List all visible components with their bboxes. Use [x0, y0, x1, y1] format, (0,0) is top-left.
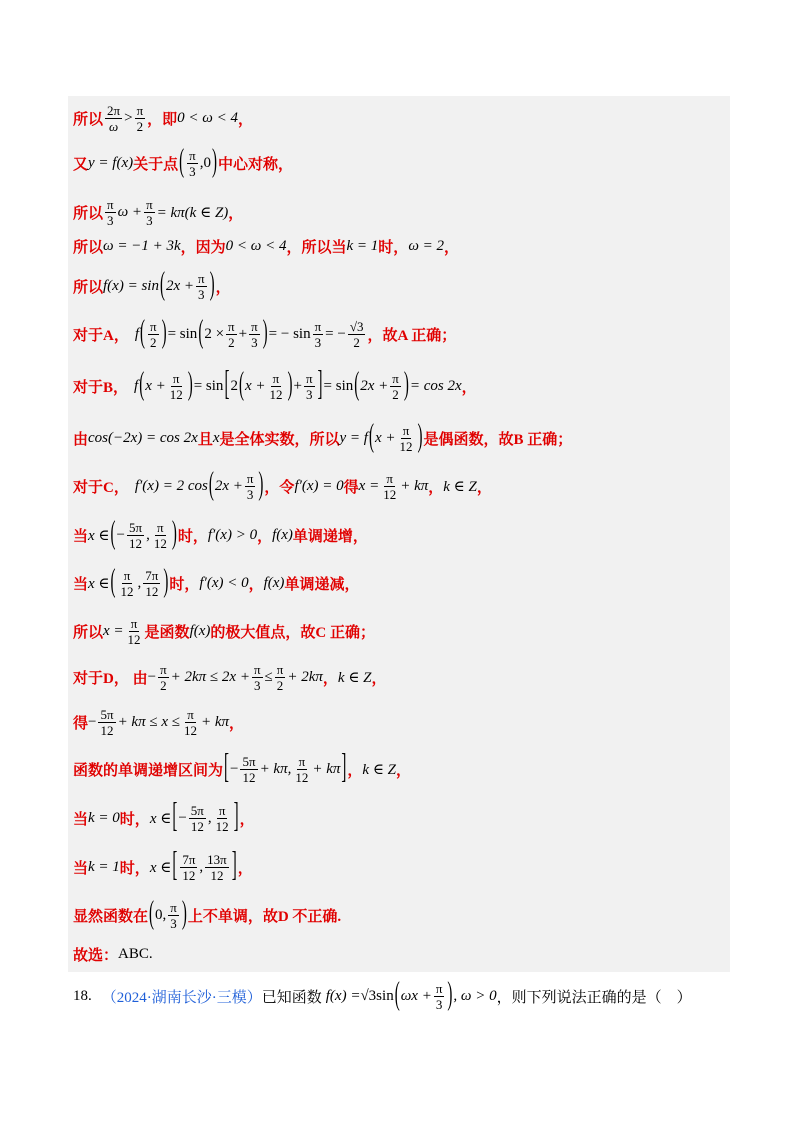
math: y = f — [339, 429, 368, 446]
text: 时， — [119, 811, 150, 828]
math: > — [124, 109, 133, 126]
text: 所以 — [73, 111, 104, 128]
math: f(x) — [272, 526, 293, 543]
bracket-right: ] — [231, 847, 237, 885]
math: x — [212, 429, 220, 446]
math: cos(−2x) = cos 2x — [88, 429, 198, 446]
fraction — [168, 900, 179, 931]
numerator: π — [136, 102, 144, 118]
paren-left: ( — [149, 896, 155, 932]
paren-right: ) — [181, 896, 187, 932]
math: + — [238, 325, 248, 342]
math: 0, — [155, 906, 167, 923]
denominator: 3 — [314, 334, 322, 350]
bracket-left: [ — [172, 847, 178, 885]
denominator: 3 — [246, 486, 254, 502]
paren-left: ( — [368, 419, 374, 455]
math: k ∈ Z — [362, 761, 397, 778]
fraction — [187, 148, 198, 179]
math: , — [146, 526, 150, 543]
text: 显然函数在 — [73, 908, 149, 925]
math: + kπ ≤ x ≤ — [117, 713, 180, 730]
paren-right: ) — [161, 315, 167, 351]
math: + kπ, — [259, 760, 292, 777]
denominator: 12 — [242, 769, 256, 785]
denominator: 2 — [136, 118, 144, 134]
text: ，故A 正确； — [367, 327, 457, 344]
text: 关于点 — [133, 156, 179, 173]
fraction — [168, 371, 185, 402]
math: f(x) — [189, 622, 211, 639]
math: x + — [244, 377, 266, 394]
text: ， — [257, 528, 273, 545]
numerator: π — [130, 615, 138, 631]
math: x ∈ — [149, 859, 172, 876]
denominator: 12 — [210, 867, 224, 883]
denominator: 12 — [190, 818, 204, 834]
solution-line-2 — [73, 143, 293, 183]
paren-right: ) — [187, 367, 193, 403]
paren-left: ( — [179, 144, 185, 180]
denominator: 12 — [295, 769, 309, 785]
denominator: 12 — [182, 867, 196, 883]
paren-right: ) — [403, 367, 409, 403]
math: f — [134, 377, 139, 394]
denominator: 3 — [253, 677, 261, 693]
paren-right: ) — [171, 516, 177, 552]
math: k ∈ Z — [443, 478, 477, 495]
fraction — [313, 319, 324, 350]
numerator: 5π — [100, 706, 114, 722]
fraction — [205, 852, 229, 883]
numerator: π — [170, 899, 177, 915]
solution-line-4 — [73, 226, 459, 266]
numerator: π — [305, 370, 313, 386]
math: 2x + — [360, 377, 389, 394]
math: + 2kπ — [287, 668, 323, 685]
math: x + — [145, 377, 166, 394]
text: ，所以当 — [286, 239, 347, 256]
text: 时， — [119, 860, 150, 877]
numerator: 2π — [107, 102, 121, 118]
denominator: 12 — [100, 722, 114, 738]
numerator: π — [276, 661, 284, 677]
fraction — [148, 319, 159, 350]
text: 得 — [73, 715, 89, 732]
math: 2 — [230, 377, 238, 394]
math: = cos 2x — [409, 377, 462, 394]
solution-line-16 — [73, 798, 255, 838]
paren-left: ( — [139, 367, 145, 403]
math: = sin — [193, 377, 224, 394]
math: f′(x) > 0 — [207, 526, 258, 543]
text: 所以 — [73, 239, 104, 256]
math: k = 1 — [346, 237, 379, 254]
fraction — [98, 707, 115, 738]
solution-line-5 — [73, 266, 231, 306]
bracket-left: [ — [172, 798, 178, 836]
math: ω = −1 + 3k — [103, 237, 181, 254]
text: ，即 — [147, 111, 178, 128]
denominator: 3 — [146, 212, 153, 228]
numerator: π — [246, 470, 254, 486]
math: √3sin — [360, 987, 394, 1004]
denominator: 12 — [183, 722, 197, 738]
numerator: 5π — [242, 753, 256, 769]
text: ， — [444, 239, 460, 256]
math: x ∈ — [88, 575, 110, 592]
math: ω = 2 — [408, 237, 445, 254]
text: . — [148, 945, 153, 962]
denominator: 12 — [269, 386, 283, 402]
math: 2x + — [214, 477, 243, 494]
fraction — [105, 103, 122, 134]
numerator: π — [189, 147, 196, 163]
fraction — [304, 371, 315, 402]
fraction — [126, 616, 143, 647]
math: k = 1 — [88, 858, 120, 875]
numerator: π — [157, 519, 164, 535]
math: = kπ(k ∈ Z) — [156, 204, 229, 221]
fraction — [127, 520, 144, 551]
numerator: 7π — [145, 567, 159, 583]
fraction — [144, 197, 155, 228]
math: f(x) = sin — [103, 277, 159, 294]
text: 所以 — [73, 279, 104, 296]
numerator: π — [402, 422, 410, 438]
paren-right: ) — [447, 977, 453, 1013]
solution-line-13 — [73, 657, 387, 697]
paren-left: ( — [354, 367, 360, 403]
numerator: 5π — [190, 802, 204, 818]
math: f′(x) < 0 — [199, 574, 249, 591]
denominator: 3 — [198, 286, 205, 302]
solution-line-8 — [73, 418, 572, 458]
math: + kπ — [312, 760, 341, 777]
math: + kπ — [200, 713, 230, 730]
math: , — [199, 858, 204, 875]
text: ，令 — [264, 479, 295, 496]
numerator: π — [172, 370, 180, 386]
numerator: 13π — [207, 851, 227, 867]
text: 由 — [73, 431, 89, 448]
fraction — [105, 197, 116, 228]
paren-right: ) — [417, 419, 423, 455]
fraction — [390, 371, 401, 402]
text: 时， — [169, 576, 200, 593]
solution-line-10 — [73, 515, 368, 555]
text: 当 — [73, 811, 89, 828]
text: ， — [229, 715, 245, 732]
numerator: 7π — [182, 851, 196, 867]
paren-right: ) — [258, 467, 264, 503]
text: 又 — [73, 156, 89, 173]
fraction — [152, 520, 169, 551]
denominator: 12 — [129, 535, 143, 551]
text: 上不单调，故D 不正确. — [187, 908, 342, 925]
text: 当 — [73, 860, 89, 877]
bracket-right: ] — [341, 749, 347, 787]
denominator: 3 — [189, 163, 196, 179]
fraction — [245, 471, 256, 502]
denominator: 12 — [153, 535, 167, 551]
text: ， — [347, 762, 363, 779]
math: = sin — [323, 377, 354, 394]
solution-line-12 — [73, 611, 375, 651]
numerator: π — [251, 318, 258, 334]
text: 对于B， — [73, 379, 129, 396]
math: − — [230, 760, 239, 777]
fraction — [249, 319, 260, 350]
text: 的极大值点，故C 正确； — [210, 624, 375, 641]
text: 单调递增， — [292, 528, 368, 545]
solution-line-9 — [73, 466, 492, 506]
fraction — [293, 754, 310, 785]
text: 对于A， — [73, 327, 129, 344]
text: 所以 — [73, 205, 104, 222]
numerator: π — [392, 370, 399, 386]
numerator: π — [107, 196, 114, 212]
text: ， — [228, 205, 244, 222]
paren-left: ( — [394, 977, 400, 1013]
text: ， — [461, 379, 477, 396]
math: = − — [325, 325, 346, 342]
text: 中心对称， — [217, 156, 293, 173]
math: f(x) — [263, 574, 285, 591]
text: 已知函数 — [261, 989, 322, 1006]
math: , — [207, 809, 212, 826]
text: 所以 — [73, 624, 104, 641]
question-number: 18. — [73, 987, 92, 1004]
denominator: 2 — [392, 386, 399, 402]
fraction — [240, 754, 257, 785]
text: 是全体实数，所以 — [219, 431, 340, 448]
fraction — [252, 662, 263, 693]
solution-line-1 — [73, 98, 253, 138]
paren-left: ( — [110, 516, 116, 552]
text: ， — [428, 479, 444, 496]
math: 2x + — [165, 277, 194, 294]
numerator: 5π — [129, 519, 143, 535]
fraction — [135, 103, 146, 134]
bracket-left: [ — [224, 366, 230, 404]
denominator: 12 — [127, 631, 141, 647]
math: x + — [374, 429, 396, 446]
math: f′(x) = 2 cos — [134, 477, 208, 494]
solution-line-11 — [73, 563, 359, 603]
denominator: 12 — [215, 818, 229, 834]
numerator: π — [123, 567, 131, 583]
text: 对于C， — [73, 479, 129, 496]
text: 是偶函数，故B 正确； — [423, 431, 573, 448]
numerator: π — [435, 980, 443, 996]
solution-line-7 — [73, 366, 477, 406]
fraction — [196, 271, 207, 302]
math: = − sin — [268, 325, 311, 342]
text: 时， — [177, 528, 208, 545]
numerator: π — [314, 318, 322, 334]
paren-right: ) — [209, 267, 215, 303]
text: 对于D， 由 — [73, 670, 148, 687]
math: 0 < ω < 4 — [177, 109, 238, 126]
solution-line-18 — [73, 895, 341, 935]
numerator: π — [150, 318, 157, 334]
text: ，则下列说法正确的是（ ） — [496, 989, 692, 1006]
math: − — [147, 668, 157, 685]
math: ABC — [118, 945, 149, 962]
text: 单调递减， — [284, 576, 360, 593]
math: − — [88, 713, 97, 730]
text: 得 — [343, 479, 359, 496]
fraction — [182, 707, 199, 738]
text: 函数的单调递增区间为 — [73, 762, 224, 779]
solution-answer — [73, 934, 153, 974]
fraction — [275, 662, 286, 693]
text: ， — [239, 811, 255, 828]
math: f′(x) = 0 — [294, 477, 344, 494]
math: x ∈ — [88, 527, 110, 544]
denominator: ω — [108, 118, 119, 134]
math: ,0 — [199, 154, 211, 171]
math: , ω > 0 — [453, 987, 497, 1004]
numerator: π — [298, 753, 306, 769]
fraction — [214, 803, 231, 834]
fraction — [189, 803, 206, 834]
denominator: 3 — [170, 915, 177, 931]
fraction — [398, 423, 415, 454]
math: y = f(x) — [88, 154, 134, 171]
bracket-right: ] — [233, 798, 239, 836]
math: , — [137, 574, 142, 591]
text: ，因为 — [180, 239, 226, 256]
text: 故选： — [73, 947, 119, 964]
fraction — [381, 471, 398, 502]
text: 且 — [197, 431, 213, 448]
denominator: 2 — [228, 334, 235, 350]
paren-right: ) — [163, 564, 169, 600]
fraction — [226, 319, 237, 350]
text: ， — [238, 111, 254, 128]
text: ， — [396, 762, 412, 779]
math: 0 < ω < 4 — [225, 237, 287, 254]
question-source: （2024·湖南长沙·三模） — [101, 989, 262, 1006]
math: + kπ — [400, 477, 429, 494]
bracket-right: ] — [317, 366, 323, 404]
text: ， — [322, 670, 338, 687]
fraction — [267, 371, 284, 402]
math: x = — [358, 477, 380, 494]
paren-right: ) — [287, 367, 293, 403]
math: x = — [103, 622, 124, 639]
numerator: π — [218, 802, 226, 818]
paren-left: ( — [198, 315, 204, 351]
math: − — [178, 809, 187, 826]
numerator: π — [198, 270, 205, 286]
math: f(x) = — [325, 987, 361, 1004]
numerator: π — [228, 318, 235, 334]
numerator: π — [272, 370, 280, 386]
paren-left: ( — [110, 564, 116, 600]
paren-right: ) — [211, 144, 217, 180]
solution-line-14 — [73, 702, 244, 742]
denominator: 12 — [120, 583, 134, 599]
denominator: 3 — [251, 334, 258, 350]
denominator: 12 — [145, 583, 159, 599]
fraction — [180, 852, 197, 883]
math: x ∈ — [149, 810, 172, 827]
math: − — [116, 526, 125, 543]
solution-line-17 — [73, 847, 253, 887]
paren-right: ) — [262, 315, 268, 351]
math: ω + — [117, 203, 143, 220]
math: ωx + — [400, 987, 432, 1004]
math: + — [293, 377, 302, 394]
text: ， — [476, 479, 492, 496]
solution-line-6 — [73, 314, 456, 354]
paren-left: ( — [208, 467, 214, 503]
denominator: 3 — [107, 212, 114, 228]
numerator: π — [386, 470, 393, 486]
denominator: 12 — [399, 438, 413, 454]
fraction — [348, 319, 366, 350]
math: k = 0 — [88, 809, 120, 826]
solution-line-15 — [73, 749, 411, 789]
question-18 — [73, 976, 692, 1016]
math: ≤ — [264, 668, 273, 685]
fraction — [434, 981, 445, 1012]
text: ， — [215, 279, 231, 296]
numerator: π — [160, 661, 167, 677]
math: f — [134, 325, 140, 342]
text: 当 — [73, 528, 89, 545]
math: + 2kπ ≤ 2x + — [170, 668, 250, 685]
denominator: 12 — [383, 486, 397, 502]
text: ， — [237, 860, 253, 877]
numerator: π — [146, 196, 153, 212]
numerator: √3 — [349, 318, 364, 334]
denominator: 3 — [435, 996, 443, 1012]
paren-left: ( — [159, 267, 165, 303]
denominator: 12 — [169, 386, 183, 402]
math: = sin — [167, 325, 198, 342]
paren-left: ( — [140, 315, 146, 351]
fraction — [119, 568, 136, 599]
bracket-left: [ — [224, 749, 230, 787]
denominator: 2 — [276, 677, 284, 693]
numerator: π — [187, 706, 194, 722]
denominator: 3 — [305, 386, 313, 402]
math: k ∈ Z — [337, 669, 372, 686]
fraction — [158, 662, 169, 693]
paren-left: ( — [238, 367, 244, 403]
math: 2 × — [204, 325, 225, 342]
denominator: 2 — [150, 334, 157, 350]
fraction — [143, 568, 160, 599]
numerator: π — [253, 661, 261, 677]
text: 是函数 — [144, 624, 190, 641]
denominator: 2 — [353, 334, 360, 350]
text: 当 — [73, 576, 89, 593]
text: ， — [371, 670, 387, 687]
text: ， — [248, 576, 264, 593]
text: 时， — [378, 239, 409, 256]
denominator: 2 — [160, 677, 167, 693]
